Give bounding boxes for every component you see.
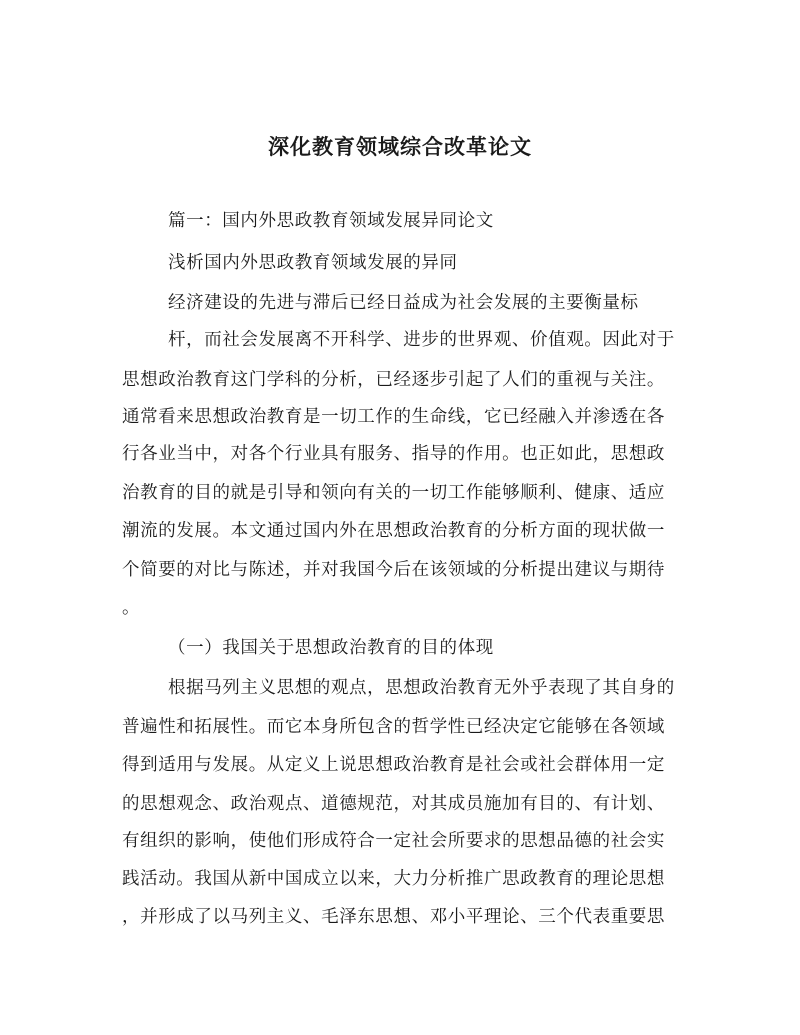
paragraph-line: 有组织的影响，使他们形成符合一定社会所要求的思想品德的社会实 [122,831,665,851]
paragraph-line: 潮流的发展。本文通过国内外在思想政治教育的分析方面的现状做一 [122,521,665,541]
paragraph-line: 治教育的目的就是引导和领向有关的一切工作能够顺利、健康、适应 [122,483,665,503]
subtitle: 浅析国内外思政教育领域发展的异同 [168,253,458,273]
paragraph-line: ，并形成了以马列主义、毛泽东思想、邓小平理论、三个代表重要思 [122,907,665,927]
paragraph-line: 根据马列主义思想的观点，思想政治教育无外乎表现了其自身的 [168,678,675,698]
section-heading: （一）我国关于思想政治教育的目的体现 [168,638,494,658]
paragraph-line: 个简要的对比与陈述，并对我国今后在该领域的分析提出建议与期待 [122,560,665,580]
paragraph-line: 得到适用与发展。从定义上说思想政治教育是社会或社会群体用一定 [122,755,665,775]
paragraph-line: 。 [122,598,141,618]
paragraph-line: 经济建设的先进与滞后已经日益成为社会发展的主要衡量标 [168,293,639,313]
paragraph-line: 普遍性和拓展性。而它本身所包含的哲学性已经决定它能够在各领域 [122,717,665,737]
paragraph-line: 的思想观念、政治观点、道德规范，对其成员施加有目的、有计划、 [122,794,665,814]
paragraph-line: 思想政治教育这门学科的分析，已经逐步引起了人们的重视与关注。 [122,370,665,390]
paragraph-line: 杆，而社会发展离不开科学、进步的世界观、价值观。因此对于 [168,330,675,350]
paragraph-line: 行各业当中，对各个行业具有服务、指导的作用。也正如此，思想政 [122,444,665,464]
document-title: 深化教育领域综合改革论文 [268,134,532,159]
section-heading: 篇一：国内外思政教育领域发展异同论文 [168,211,494,231]
paragraph-line: 通常看来思想政治教育是一切工作的生命线，它已经融入并渗透在各 [122,407,665,427]
paragraph-line: 践活动。我国从新中国成立以来，大力分析推广思政教育的理论思想 [122,869,665,889]
